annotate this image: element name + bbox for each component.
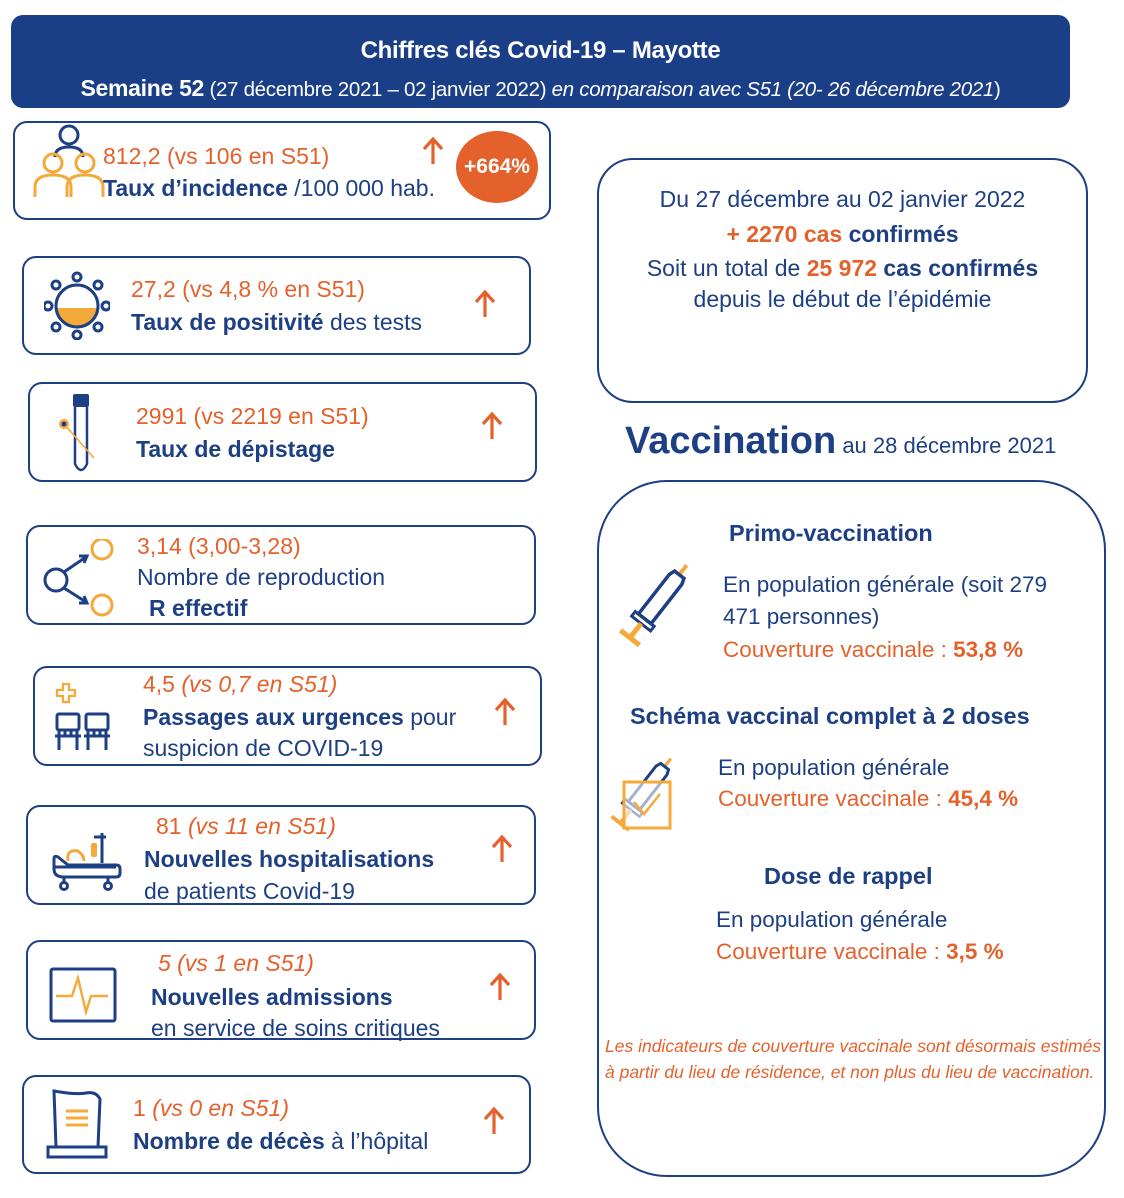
emergency-label-bold: Passages aux urgences [143, 704, 404, 730]
screening-label-bold: Taux de dépistage [136, 436, 335, 462]
deaths-label [133, 1128, 428, 1155]
deaths-value [133, 1095, 289, 1122]
hospitalisations-value-compare: (vs 11 en S51) [187, 813, 336, 839]
reproduction-icon [42, 539, 122, 619]
vaccination-heading: Vaccination [625, 420, 837, 462]
critical-care-label [151, 984, 393, 1011]
hospitalisations-label [144, 846, 434, 873]
critical-care-value-compare: 5 (vs 1 en S51) [158, 950, 314, 976]
positivity-label [131, 309, 422, 336]
card-hospitalisations [26, 805, 536, 905]
tombstone-icon [42, 1087, 112, 1162]
reproduction-label: Nombre de reproduction [137, 564, 386, 590]
hospitalisations-label-bold: Nouvelles hospitalisations [144, 846, 435, 872]
booster-population: En population générale [716, 907, 948, 932]
cases-new-suffix: confirmés [842, 221, 959, 247]
booster-coverage [716, 939, 1004, 965]
primo-heading: Primo-vaccination [729, 520, 933, 546]
reproduction-value: 3,14 (3,00-3,28) [137, 533, 301, 559]
comparison-text: en comparaison avec S51 (20- 26 décembre 2021 [551, 78, 994, 101]
week-dates: (27 décembre 2021 – 02 janvier 2022) [204, 78, 552, 101]
emergency-value [143, 671, 337, 698]
hospitalisations-value [156, 813, 336, 840]
cases-total-prefix: Soit un total de [646, 255, 807, 281]
primo-population: En population générale (soit 279 [723, 572, 1047, 597]
closing-paren: ) [994, 78, 1001, 101]
cases-new-value: + 2270 cas [726, 221, 843, 247]
complete-coverage-value: 45,4 % [948, 786, 1019, 811]
primo-population-count: 471 personnes) [723, 604, 880, 629]
card-critical-care [26, 940, 536, 1040]
cases-total-suffix: cas confirmés [877, 255, 1039, 281]
deaths-label-bold: Nombre de décès [133, 1128, 325, 1154]
arrow-up-icon [489, 972, 511, 1002]
critical-care-label-line2: en service de soins critiques [151, 1015, 440, 1041]
positivity-label-rest: des tests [323, 309, 422, 335]
emergency-label-line2: suspicion de COVID-19 [143, 735, 384, 761]
complete-coverage-label: Couverture vaccinale : [718, 786, 949, 811]
critical-care-value [158, 950, 314, 977]
incidence-change-badge: +664% [456, 131, 538, 203]
arrow-up-icon [494, 697, 516, 727]
vaccination-title [625, 420, 1056, 463]
cases-total [599, 255, 1086, 282]
emergency-chairs-icon [53, 680, 115, 752]
deaths-label-rest: à l’hôpital [324, 1128, 429, 1154]
reproduction-label-bold [149, 595, 247, 622]
monitor-pulse-icon [48, 966, 118, 1024]
complete-population: En population générale [718, 755, 950, 780]
complete-coverage [718, 786, 1018, 812]
emergency-value-compare: (vs 0,7 en S51) [181, 671, 338, 697]
page-title: Chiffres clés Covid-19 – Mayotte [360, 37, 721, 64]
hospitalisations-value-main: 81 [156, 813, 188, 839]
primo-coverage-label: Couverture vaccinale : [723, 637, 954, 662]
emergency-label [143, 704, 456, 731]
booster-coverage-label: Couverture vaccinale : [716, 939, 947, 964]
booster-coverage-value: 3,5 % [946, 939, 1004, 964]
incidence-label-bold: Taux d’incidence [103, 175, 288, 201]
card-reproduction [26, 525, 536, 625]
card-emergency [33, 666, 542, 766]
virus-icon [44, 270, 110, 340]
arrow-up-icon [474, 289, 496, 319]
test-tube-icon [56, 392, 106, 474]
screening-label [136, 436, 335, 463]
week-subtitle [11, 75, 1070, 102]
cases-period: Du 27 décembre au 02 janvier 2022 [659, 186, 1026, 212]
vaccination-date: au 28 décembre 2021 [836, 433, 1057, 458]
card-deaths [22, 1075, 531, 1174]
syringe-icon [614, 552, 694, 662]
incidence-label-rest: /100 000 hab. [287, 175, 435, 201]
emergency-value-main: 4,5 [143, 671, 182, 697]
r-effectif: R effectif [149, 595, 248, 621]
hospital-bed-icon [50, 831, 122, 891]
cases-new [599, 221, 1086, 248]
critical-care-label-bold: Nouvelles admissions [151, 984, 393, 1010]
arrow-up-icon [422, 136, 444, 166]
syringe-check-icon [600, 748, 680, 843]
primo-coverage [723, 637, 1023, 663]
cases-total-value: 25 972 [806, 255, 878, 281]
card-screening [28, 382, 537, 482]
complete-schema-heading: Schéma vaccinal complet à 2 doses [630, 703, 1030, 729]
arrow-up-icon [491, 834, 513, 864]
booster-heading: Dose de rappel [764, 863, 933, 889]
arrow-up-icon [481, 411, 503, 441]
title-banner [11, 15, 1070, 108]
card-positivity [22, 256, 531, 355]
arrow-up-icon [483, 1106, 505, 1136]
deaths-value-main: 1 [133, 1095, 153, 1121]
people-icon [31, 123, 107, 201]
positivity-value: 27,2 (vs 4,8 % en S51) [131, 276, 365, 302]
positivity-label-bold: Taux de positivité [131, 309, 324, 335]
emergency-label-rest: pour [403, 704, 457, 730]
cases-since: depuis le début de l’épidémie [693, 286, 992, 312]
incidence-label [103, 175, 435, 202]
screening-value: 2991 (vs 2219 en S51) [136, 403, 369, 429]
incidence-value: 812,2 (vs 106 en S51) [103, 143, 330, 169]
deaths-value-compare: (vs 0 en S51) [152, 1095, 289, 1121]
hospitalisations-label-line2: de patients Covid-19 [144, 878, 355, 904]
primo-coverage-value: 53,8 % [953, 637, 1024, 662]
vaccination-footnote: Les indicateurs de couverture vaccinale sont désormais estimés à partir du lieu de résidence, et non plus du lieu de vaccination. [605, 1036, 1102, 1082]
confirmed-cases-box [597, 158, 1088, 403]
week-label: Semaine 52 [80, 75, 205, 101]
